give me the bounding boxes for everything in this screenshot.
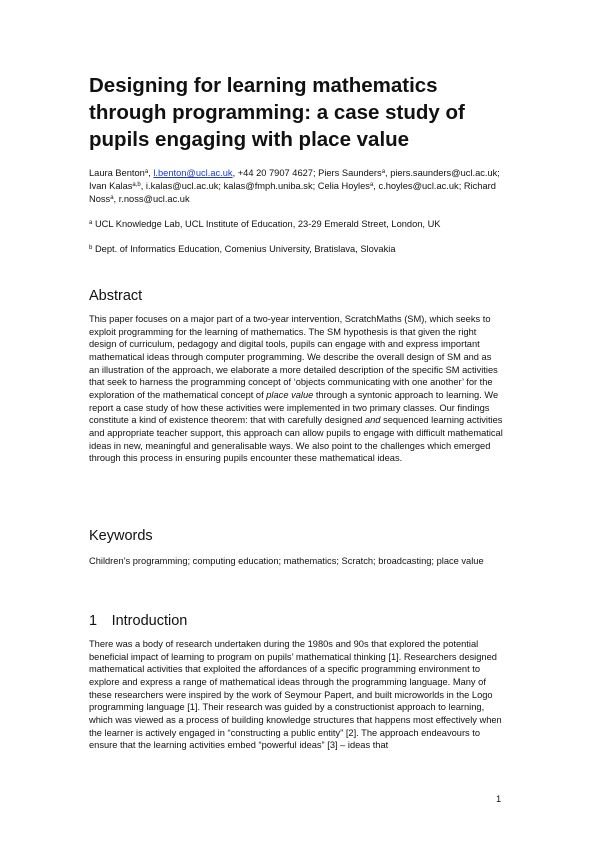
affil-mark: a — [110, 195, 114, 202]
abstract-heading: Abstract — [89, 288, 143, 304]
abstract-italic: and — [364, 415, 381, 426]
page-number: 1 — [496, 794, 502, 804]
abstract-span: This paper focuses on a major part of a two-year intervention, ScratchMaths (SM), which seeks to exploit programming for the learning of mathematics. The SM hypothesis is that given the right design of curriculum, pedagogy and digital tools, pupils can engage with and express important mathematical ideas through computer programming. We describe the overall design of SM and as an illustration of the approach, we elaborate a more detailed description of the specific SM activities that seek to harness the programming concept of ‘objects communicating with one another’ for the exploration of the mathematical concept of — [89, 314, 498, 400]
author-text: , c.hoyles@ucl.ac.uk; Richard Noss — [89, 181, 496, 205]
keywords-text: Children’s programming; computing education; mathematics; Scratch; broadcasting; place value — [89, 556, 484, 566]
introduction-heading: 1 Introduction — [89, 613, 188, 629]
introduction-text: There was a body of research undertaken during the 1980s and 90s that explored the potential beneficial impact of learning to program on pupils’ mathematical thinking [1]. Researchers designed mathematical activities that exploited the affordances of a specific programming environment to explore and express a range of mathematical ideas through the programming language. Many of these researchers were inspired by the work of Seymour Papert, and built microworlds in the Logo programming language [1]. Their research was guided by a constructionist approach to learning, which was viewed as a process of building knowledge structures that happens most effectively when the learner is actively engaged in “constructing a public entity” [2]. The approach endeavours to ensure that the learning activities embed “powerful ideas” [3] – ideas that — [89, 639, 502, 751]
affil-mark: a — [89, 220, 93, 226]
author-text: , r.noss@ucl.ac.uk — [113, 194, 190, 205]
abstract-italic: place value — [266, 389, 314, 400]
affiliation — [89, 218, 503, 231]
affiliation-text: UCL Knowledge Lab, UCL Institute of Education, 23-29 Emerald Street, London, UK — [94, 219, 441, 229]
abstract-span: sequenced learning activities and appropriate teacher support, this approach can allow pupils to engage with difficult mathematical ideas in new, meaningful and generalisable ways. We also point to the challenges which emerged through this process in ensuring pupils encounter these mathematical ideas. — [89, 415, 503, 464]
abstract-text — [89, 313, 503, 465]
keywords-heading: Keywords — [89, 528, 153, 544]
abstract-span: through a syntonic approach to learning. We report a case study of how these activities were implemented in two primary classes. Our findings constitute a kind of existence theorem: that with carefully designed — [89, 389, 499, 426]
email-link[interactable]: l.benton@ucl.ac.uk — [153, 168, 233, 178]
affil-mark: a — [144, 169, 149, 175]
author-text: Laura Benton — [89, 168, 145, 178]
affil-mark: a — [381, 169, 386, 175]
affil-mark: b — [89, 245, 93, 251]
affil-mark: a,b — [132, 182, 141, 189]
author-text: , +44 20 7907 4627; Piers Saunders — [232, 168, 382, 178]
author-text: , piers.saunders@ucl.ac.uk; Ivan Kalas — [89, 168, 500, 192]
author-text: , i.kalas@ucl.ac.uk; kalas@fmph.uniba.sk; Celia Hoyles — [140, 181, 370, 192]
author-list: Laura Benton$^a$, l.benton@ucl.ac.uk, +44 20 7907 4627; Piers Saunders$^a$, piers.saunders@ucl.ac.uk; Ivan Kalas$^{a,b}$, i.kalas@ucl.ac.uk; kalas@fmph.uniba.sk; Celia Hoyles$^a$, c.hoyles@ucl.ac.uk; Richard Noss$^a$, r.noss@ucl.ac.uk — [89, 168, 500, 205]
affiliation-text: Dept. of Informatics Education, Comenius University, Bratislava, Slovakia — [94, 244, 396, 254]
paper-title: Designing for learning mathematics through programming: a case study of pupils engaging with place value — [89, 74, 465, 151]
affiliation — [89, 243, 503, 256]
affil-mark: a — [369, 182, 374, 189]
